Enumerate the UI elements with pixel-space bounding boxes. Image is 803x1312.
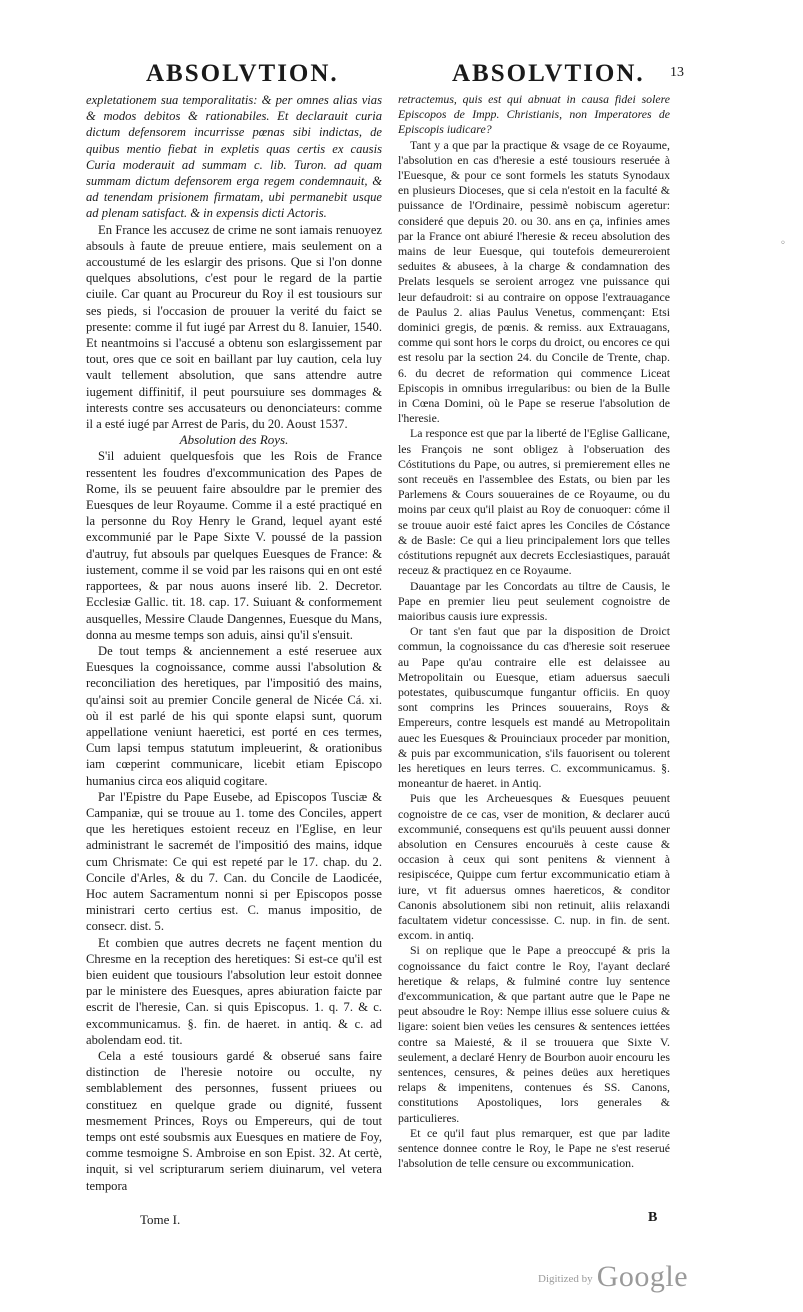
left-paragraph-5: Par l'Epistre du Pape Eusebe, ad Episcopos Tusciæ & Campaniæ, qui se trouue au 1. tome des Conciles, appert que les heretiques estoient receuz en l'Eglise, en leur administrant le sacremét de l'impositió des mains, idque cum Chrismate: Ce qui est repeté par le 17. chap. du 2. Concile d'Arles, & du 7. Can. du Concile de Laodicée, Hoc autem Sacramentum nonni si per Episcopos posse ministrari certo certius est. C. manus impositio, de consecr. dist. 5. — [86, 789, 382, 934]
running-head-left: ABSOLVTION. — [146, 60, 339, 87]
right-paragraph-5: Or tant s'en faut que par la disposition de Droict commun, la cognoissance du cas d'heresie soit reseruee au Pape qu'au contraire elle est delaissee au Metropolitain ou Euesque, etiam aduersus saeculi potestates, quibuscumque fungantur officiis. En quoy sont comprins les Princes souuerains, Roys & Empereurs, contre lesquels est mandé au Metropolitain auec les Euesques & Prouinciaux proceder par monition, & puis par excommunication, s'ils fauorisent ou tolerent les heretiques en leurs terres. C. excommunicamus. §. moneantur de haeret. in Antiq. — [398, 624, 670, 791]
digitized-watermark — [538, 1260, 688, 1294]
left-paragraph-4: De tout temps & anciennement a esté reseruee aux Euesques la cognoissance, comme aussi l'absolution & reconciliation des heretiques, par l'impositió des mains, qu'ainsi soit au premier Concile general de Nicée Cá. xi. où il est parlé de his qui sponte elapsi sunt, quorum appellatione veniunt haeretici, est porté en ces termes, Cum lapsi tempus statutum impleuerint, & orationibus iam cœperint communicare, licebit etiam Episcopo humanius circa eos aliquid cogitare. — [86, 643, 382, 788]
margin-mark: ◦ — [780, 238, 786, 249]
volume-signature: Tome I. — [140, 1212, 181, 1227]
right-paragraph-1: retractemus, quis est qui abnuat in causa fidei solere Episcopos de Impp. Christianis, non Imperatores de Episcopis iudicare? — [398, 92, 670, 137]
right-column — [398, 92, 670, 1171]
watermark-brand: Google — [596, 1260, 689, 1293]
left-column — [86, 92, 382, 1194]
right-paragraph-8: Et ce qu'il faut plus remarquer, est que par ladite sentence donnee contre le Roy, le Pape ne s'est reserué l'absolution de telle censure ou excommunication. — [398, 1125, 670, 1171]
right-paragraph-4: Dauantage par les Concordats au tiltre de Causis, le Pape en premier lieu peut seulement cognoistre de maioribus causis iure expressis. — [398, 578, 670, 623]
running-head-right: ABSOLVTION. — [452, 60, 645, 87]
gathering-signature: B — [648, 1210, 658, 1225]
left-paragraph-1: expletationem sua temporalitatis: & per omnes alias vias & modos debitos & rationabiles. Et declarauit curia dictum defensorem incurrisse pœnas sibi indictas, de quibus mentio fiebat in expletis quas certis ex causis Curia moderauit ad summam c. lib. Turon. ad quam summam dictum defensorem erga regem condemnauit, & ad tenendam prisionem firmatam, ubi permanebit usque ad plenam satisfact. & in expensis dicti Actoris. — [86, 93, 382, 221]
left-paragraph-3: S'il aduient quelquesfois que les Rois de France ressentent les foudres d'excommunication des Papes de Rome, ils se peuuent faire absouldre par le premier des Euesques de leur Royaume. Comme il a esté practiqué en la personne du Roy Henry le Grand, lequel ayant esté excommunié par le Pape Sixte V. poussé de la passion d'autruy, fut absouls par quelques Euesques de France: & iustement, comme il se void par les raisons qui en ont esté rapportees, & par nous auons inseré lib. 2. Decretor. Ecclesiæ Gallic. tit. 18. cap. 17. Suiuant & conformement ausquelles, Messire Claude Dangennes, Euesque du Mans, donna au mesme temps son aduis, ainsi qu'il s'ensuit. — [86, 449, 382, 642]
right-paragraph-7: Si on replique que le Pape a preoccupé & pris la cognoissance du faict contre le Roy, l'ayant declaré heretique & relaps, & fulminé contre luy sentence d'excommunication, & que partant autre que le Pape ne peut absoudre le Roy: Nempe illius esse soluere cuius & ligare: soient bien veües les censures & sentences iettées contre sa Maiesté, & il se trouuera que Sixte V. seulement, a declaré Henry de Bourbon auoir encouru les sentences, censures, & peines deües aux heretiques relaps & impenitens, contenues és SS. Canons, constitutions Apostoliques, lors generales & particulieres. — [398, 943, 670, 1125]
left-paragraph-7: Cela a esté tousiours gardé & obserué sans faire distinction de l'heresie notoire ou occulte, ny semblablement des personnes, fussent priuees ou constituez en quelque grade ou dignité, fussent mesmement Princes, Roys ou Empereurs, qui de tout temps ont esté soubsmis aux Euesques en matiere de Foy, comme tesmoigne S. Ambroise en son Epist. 32. At certè, inquit, si vel scripturarum seriem diuinarum, vel vetera tempora — [86, 1048, 382, 1193]
section-heading-absolution-des-roys: Absolution des Roys. — [179, 432, 289, 448]
left-paragraph-6: Et combien que autres decrets ne façent mention du Chresme en la reception des heretiques: Si est-ce qu'il est bien euident que tousiours l'absolution leur estoit donnee par le ministere des Euesques, apres abiuration faicte par escrit de l'heresie, Can. si quis Episcopus. 1. q. 7. & c. excommunicamus. §. fin. de haeret. in antiq. & c. ad abolendam eod. tit. — [86, 935, 382, 1047]
right-paragraph-2: Tant y a que par la practique & vsage de ce Royaume, l'absolution en cas d'heresie a esté tousiours reseruée à l'Euesque, & pour ce sont formels les statuts Synodaux en plusieurs Dioceses, que si cela n'estoit en la faculté & puissance de l'Ordinaire, pessimè nobiscum ageretur: consideré que depuis 20. ou 30. ans en ça, infinies ames par la France ont abiuré l'heresie & receu absolution des mains de leur Euesque, qui toutefois demeureroient seduites & abusees, à la charge & condamnation des Prelats lesquels se seroient arrogez vne puissance qui leur defaudroit: si au contraire on oppose l'extrauagance de Paulus 2. alias Paulus Venetus, commençant: Etsi dominici gregis, de pœnis. & remiss. aux Extrauagans, comme qui sont hors le corps du droict, ou encores ce qui est resolu par la section 24. du Concile de Trente, chap. 6. du decret de reformation qui commence Liceat Episcopis in omnibus irregularibus: ou bien de la Bulle in Cœna Domini, où le Pape se reserue l'absolution de l'heresie. — [398, 137, 670, 426]
right-paragraph-3: La responce est que par la liberté de l'Eglise Gallicane, les François ne sont obligez à l'obseruation des Cóstitutions du Pape, ou autres, si premierement elles ne sont receuës en l'assemblee des Estats, ou bien par les Parlemens & Cours souueraines de ce Royaume, ou du moins par ceux qu'il plaist au Roy de conuoquer: cóme il se trouue auoir esté faict apres les Conciles de Cóstance & de Basle: Ce qui a lieu principalement lors que telles cóstitutions repugnét aux decrets Ecclesiastiques, parauát receuz & practiquez en ce Royaume. — [398, 426, 670, 578]
left-paragraph-2: En France les accusez de crime ne sont iamais renuoyez absouls à faute de preuue entiere, mais seulement on a accoustumé de les eslargir des prisons. Que si l'on donne quelques absolutions, c'est pour le regard de la partie ciuile. Car quant au Procureur du Roy il est tousiours sur ses pieds, si l'occasion de prouuer la verité du faict se presente: comme il fut iugé par Arrest du 8. Ianuier, 1540. Et neantmoins si l'accusé a obtenu son eslargissement par tout, ores que ce soit en baillant par luy caution, cela luy vault tellement absolution, que sans attendre autre iugement diffinitif, il peut poursuiure ses dommages & interests contre ses accusateurs ou denonciateurs: comme il a esté iugé par Arrest de Paris, du 20. Aoust 1537. — [86, 222, 382, 432]
right-paragraph-6: Puis que les Archeuesques & Euesques peuuent cognoistre de ce cas, vser de monition, & declarer aucú excommunié, consequens est qu'ils peuuent aussi donner absolution en Censures encouruës à ceste cause & occasion à ceux qui sont penitens & viennent à resipiscéce, Quippe cum fertur excommunicatio etiam à iure, vt fit aduersus omnes haereticos, & conditor Canonis absolutionem sibi non retinuit, aliis relaxandi facultatem videtur concessisse. C. nup. in fin. de sent. excom. in antiq. — [398, 791, 670, 943]
watermark-prefix: Digitized by — [538, 1273, 593, 1285]
page-number: 13 — [670, 65, 684, 80]
